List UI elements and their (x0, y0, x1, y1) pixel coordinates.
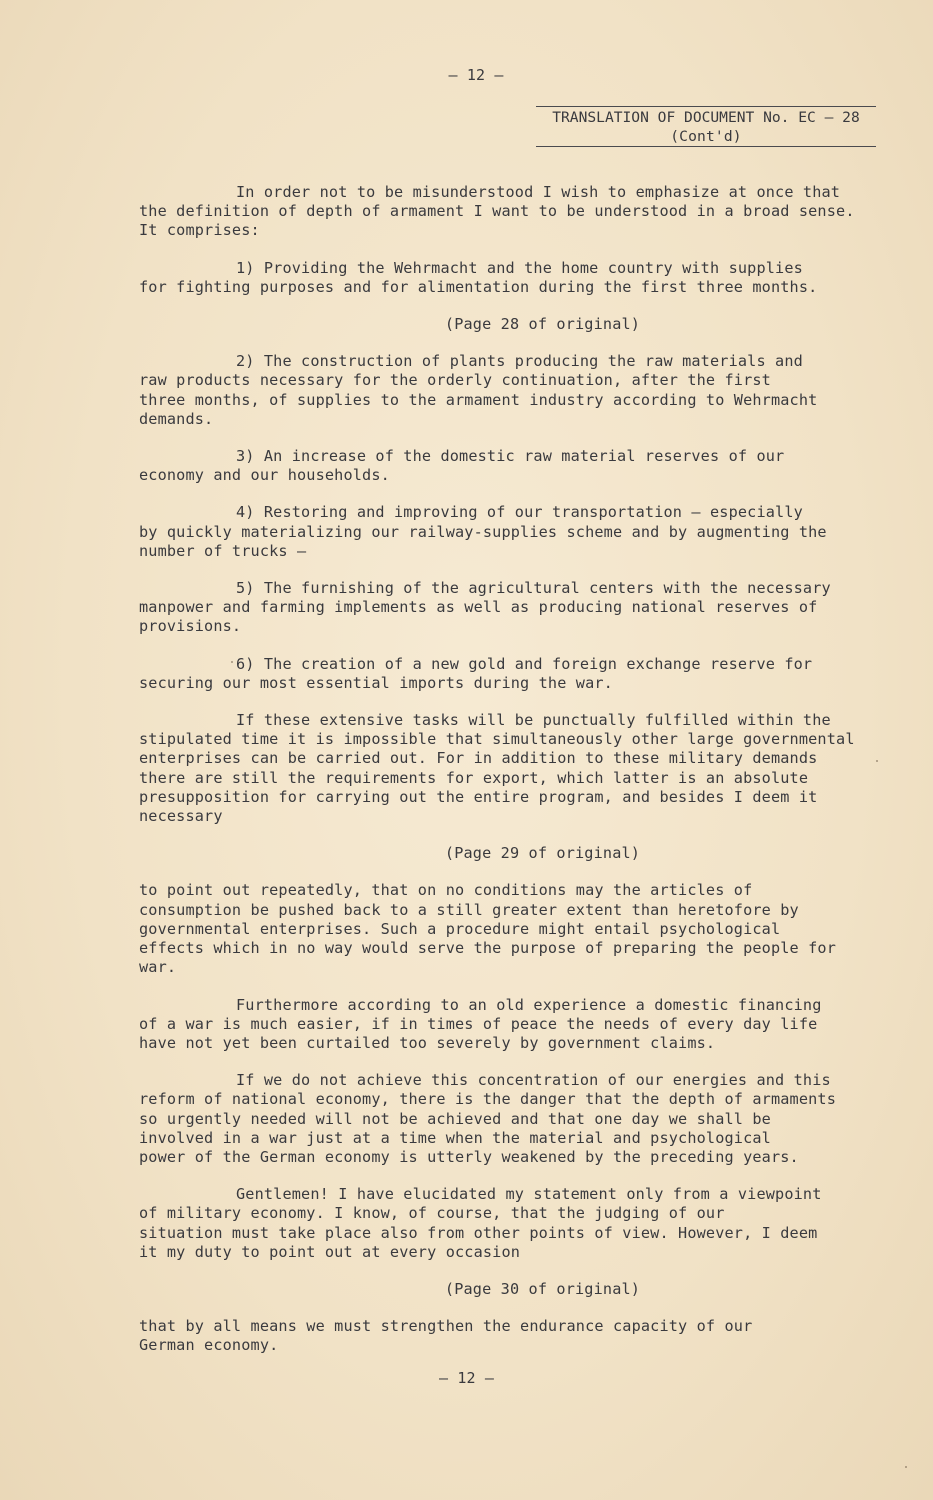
paper-speck (876, 760, 878, 762)
paragraph: If we do not achieve this concentration of our energies and this reform of national economy, there is the danger that the depth of armaments so urgently needed will not be achieved and that one day we shall be involved in a war just at a time when the material and psychological power of the German economy is utterly weakened by the preceding years. (139, 1071, 837, 1166)
paragraph: In order not to be misunderstood I wish to emphasize at once that the definition of depth of armament I want to be understood in a broad sense. It comprises: (139, 183, 855, 240)
paper-speck (905, 1466, 907, 1468)
paragraph: 5) The furnishing of the agricultural centers with the necessary manpower and farming implements as well as producing national reserves of provisions. (139, 579, 831, 636)
paragraph: Gentlemen! I have elucidated my statement only from a viewpoint of military economy. I know, of course, that the judging of our situation must take place also from other points of view. However, I deem it my duty to point out at every occasion (139, 1185, 822, 1261)
paragraph: If these extensive tasks will be punctually fulfilled within the stipulated time it is impossible that simultaneously other large governmental enterprises can be carried out. For in addition to these military demands there are still the requirements for export, which latter is an absolute presupposition for carrying out the entire program, and besides I deem it necessary (139, 711, 855, 826)
original-page-reference: (Page 28 of original) (444, 315, 641, 334)
paragraph: 6) The creation of a new gold and foreign exchange reserve for securing our most essential imports during the war. (139, 654, 813, 692)
paper-speck (231, 661, 233, 663)
paragraph: 4) Restoring and improving of our transportation – especially by quickly materializing our railway-supplies scheme and by augmenting the number of trucks – (139, 503, 827, 560)
page-number-bottom: – 12 – (438, 1369, 495, 1387)
paragraph: that by all means we must strengthen the endurance capacity of our German economy. (139, 1317, 753, 1355)
header-title: TRANSLATION OF DOCUMENT No. EC – 28 (552, 109, 860, 126)
paragraph: Furthermore according to an old experience a domestic financing of a war is much easier, if in times of peace the needs of every day life have not yet been curtailed too severely by government claims. (139, 995, 822, 1052)
page-number-top: – 12 – (448, 66, 504, 84)
original-page-reference: (Page 30 of original) (444, 1279, 641, 1298)
paragraph: 2) The construction of plants producing the raw materials and raw products necessary for the orderly continuation, after the first three months, of supplies to the armament industry according to Wehrmacht demands. (139, 352, 818, 428)
header-continued: (Cont'd) (670, 128, 742, 145)
original-page-reference: (Page 29 of original) (444, 844, 641, 863)
document-body (139, 183, 884, 1374)
paragraph: to point out repeatedly, that on no conditions may the articles of consumption be pushed back to a still greater extent than heretofore by governmental enterprises. Such a procedure might entail psychological effects which in no way would serve the purpose of preparing the people for war. (139, 881, 837, 977)
document-header (536, 106, 876, 147)
paragraph: 1) Providing the Wehrmacht and the home country with supplies for fighting purposes and for alimentation during the first three months. (139, 258, 818, 296)
paragraph: 3) An increase of the domestic raw material reserves of our economy and our households. (139, 447, 785, 485)
